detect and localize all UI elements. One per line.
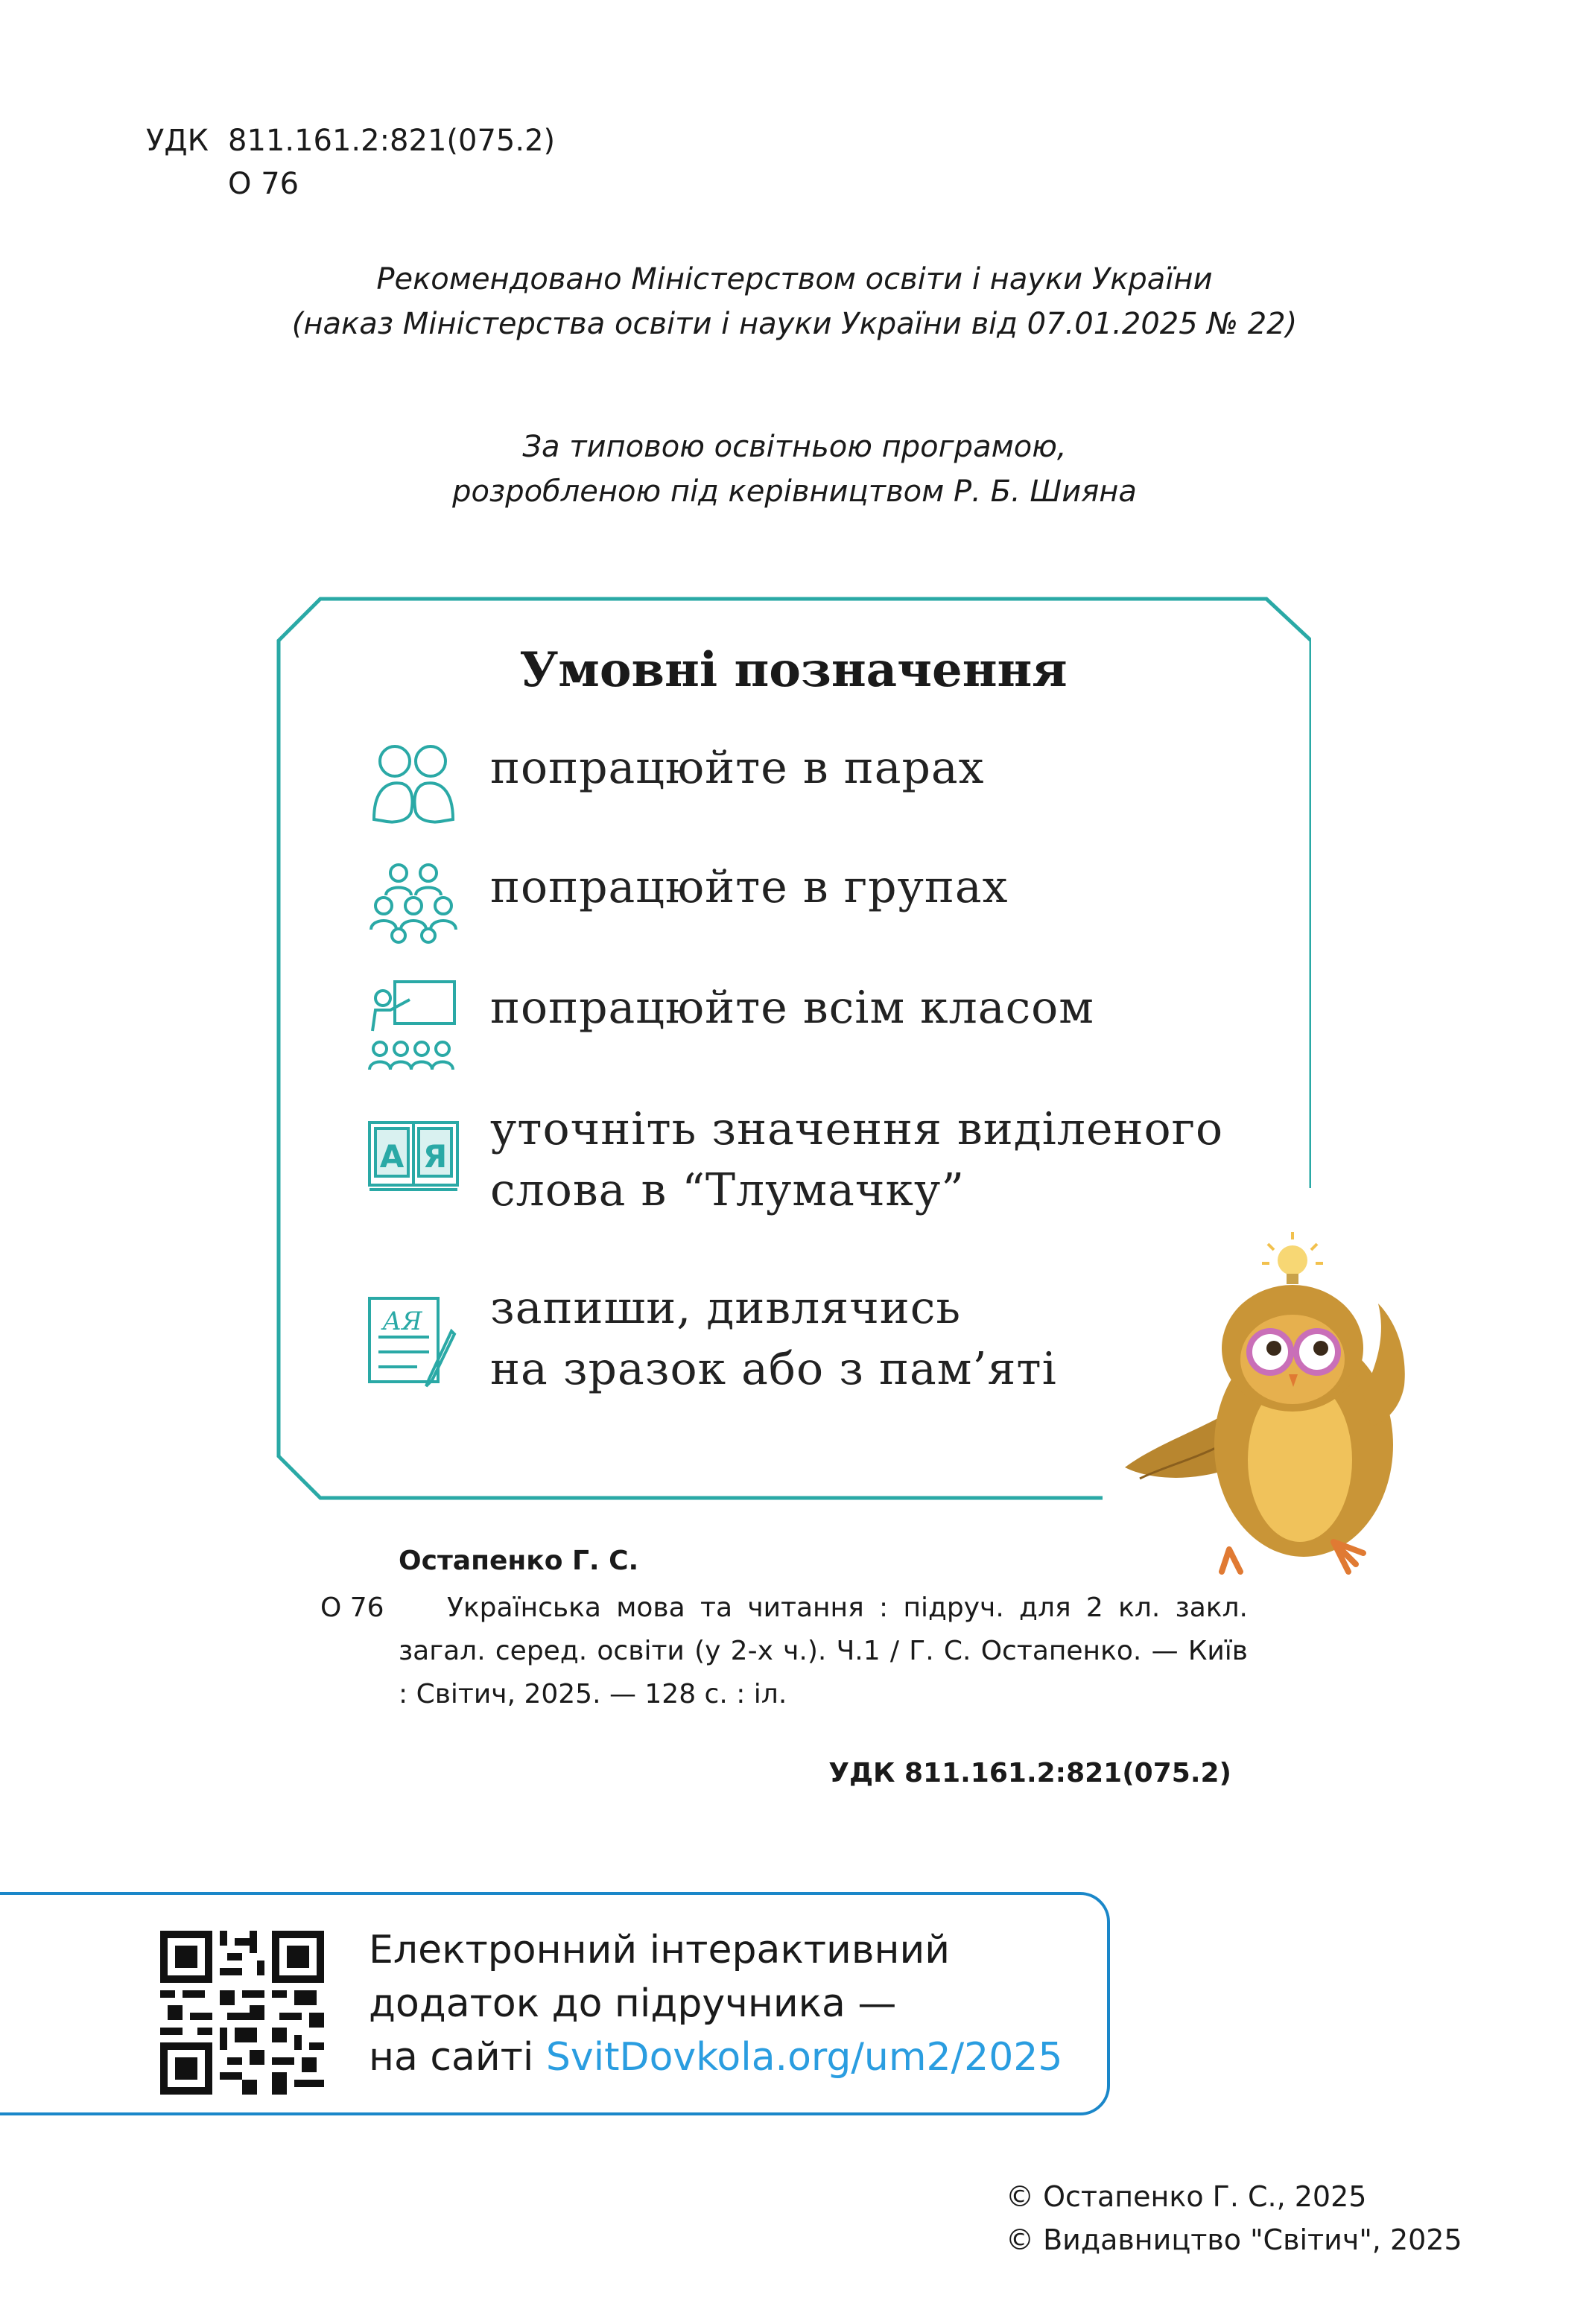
biblio-author: Остапенко Г. С. <box>399 1546 639 1576</box>
legend-text-groups: попрацюйте в групах <box>490 861 1009 913</box>
qr-line-3-prefix: на сайті <box>369 2035 546 2080</box>
copyright-block <box>1006 2175 1462 2261</box>
qr-line-1: Електронний інтерактивний <box>369 1928 951 1972</box>
recommendation-note <box>0 257 1589 346</box>
udk-header <box>146 119 556 201</box>
group-work-icon <box>365 857 462 953</box>
program-line-1: За типовою освітньою програмою, <box>522 430 1067 464</box>
whole-class-icon <box>365 977 462 1074</box>
qr-line-3 <box>369 2031 1062 2084</box>
svitdovkola-link[interactable]: SvitDovkola.org/um2/2025 <box>545 2035 1063 2080</box>
udk-subcode: О 76 <box>228 167 299 201</box>
legend-text-writing-1: запиши, дивлячись <box>490 1282 961 1334</box>
udk-code: 811.161.2:821(075.2) <box>228 124 556 158</box>
biblio-code: О 76 <box>320 1593 384 1623</box>
copyright-author: © Остапенко Г. С., 2025 <box>1006 2180 1367 2213</box>
legend-text-pairs: попрацюйте в парах <box>490 742 985 794</box>
biblio-description: Українська мова та читання : підруч. для 2 кл. закл. загал. серед. освіти (у 2-х ч.). Ч.1 / Г. С. Остапенко. — Київ : Світич, 2025. — 128 с. : іл. <box>399 1593 1248 1709</box>
recommendation-line-2: (наказ Міністерства освіти і науки України від 07.01.2025 № 22) <box>291 307 1298 341</box>
copy-writing-icon <box>365 1294 462 1391</box>
owl-illustration <box>1110 1222 1460 1579</box>
svg-text:Я: Я <box>422 1138 448 1175</box>
udk-footer: УДК 811.161.2:821(075.2) <box>828 1758 1231 1788</box>
light-bulb-icon <box>1262 1232 1323 1284</box>
legend-text-class: попрацюйте всім класом <box>490 982 1094 1034</box>
qr-code-icon[interactable] <box>160 1931 324 2095</box>
copyright-publisher: © Видавництво "Світич", 2025 <box>1006 2223 1462 2256</box>
dictionary-icon <box>365 1115 462 1212</box>
legend-text-dictionary-1: уточніть значення виділеного <box>490 1103 1224 1155</box>
program-note <box>0 425 1589 514</box>
svg-text:А: А <box>379 1138 405 1175</box>
qr-line-2: додаток до підручника — <box>369 1981 897 2026</box>
program-line-2: розробленою під керівництвом Р. Б. Шияна <box>452 474 1137 509</box>
legend-text-dictionary-2: слова в “Тлумачку” <box>490 1164 965 1216</box>
legend-text-writing-2: на зразок або з пам’яті <box>490 1343 1057 1395</box>
legend-title: Умовні позначення <box>519 642 1068 698</box>
recommendation-line-1: Рекомендовано Міністерством освіти і науки України <box>376 262 1213 296</box>
svg-text:АЯ: АЯ <box>382 1307 422 1336</box>
qr-info-text <box>369 1923 1062 2084</box>
pair-work-icon <box>365 737 462 834</box>
udk-label: УДК <box>146 124 209 158</box>
